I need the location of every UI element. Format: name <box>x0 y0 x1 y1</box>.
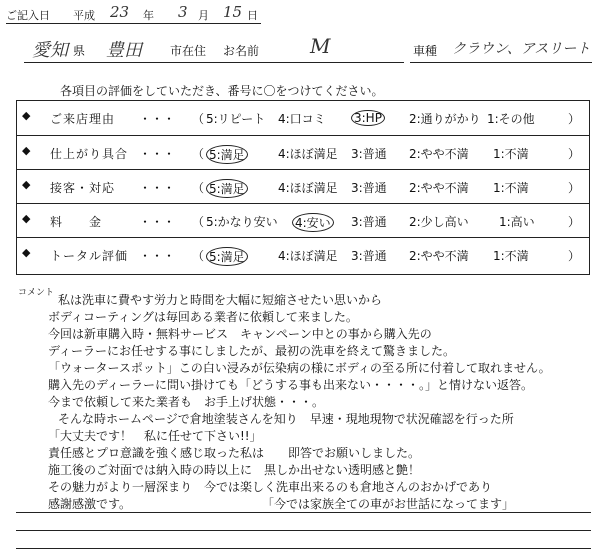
rating-option[interactable]: 4:ほぼ満足 <box>278 147 338 161</box>
rating-dots: ・・・ <box>139 147 176 161</box>
comment-line: 感謝感激です。 <box>48 497 132 511</box>
rating-table <box>16 100 590 275</box>
rating-option-selected[interactable]: 3:HP <box>351 110 385 126</box>
rating-option-selected[interactable]: 5:満足 <box>206 179 248 198</box>
month-value: 3 <box>178 3 188 21</box>
rating-option[interactable]: 4:ほぼ満足 <box>278 249 338 263</box>
rating-option[interactable]: 3:普通 <box>351 181 387 195</box>
rating-dots: ・・・ <box>139 249 176 263</box>
entry-date-label: ご記入日 <box>6 9 50 22</box>
rating-row <box>17 237 589 272</box>
comment-line: その魅力がより一層深まり 今では楽しく洗車出来るのも倉地さんのおかげであり <box>48 480 493 494</box>
day-value: 15 <box>223 3 243 21</box>
comment-underline <box>16 548 591 549</box>
rating-row <box>17 101 589 135</box>
rating-category: トータル評価 <box>50 249 129 263</box>
rating-row <box>17 135 589 170</box>
rating-option[interactable]: 1:不満 <box>493 181 529 195</box>
diamond-icon: ◆ <box>22 178 31 191</box>
rating-dots: ・・・ <box>139 215 176 229</box>
comment-line: そんな時ホームページで倉地塗装さんを知り 早速・現地現物で状況確認を行った所 <box>58 412 514 426</box>
comment-line: 責任感とプロ意識を強く感じ取った私は 即答でお願いしました。 <box>48 446 421 460</box>
rating-option[interactable]: 5:リピート <box>206 112 266 126</box>
close-paren: ） <box>568 147 581 161</box>
diamond-icon: ◆ <box>22 144 31 157</box>
year-value: 23 <box>110 3 130 21</box>
rating-category: 接客・対応 <box>50 181 116 195</box>
rating-option[interactable]: 2:少し高い <box>409 215 469 229</box>
comment-underline <box>16 530 591 531</box>
diamond-icon: ◆ <box>22 212 31 225</box>
prefecture-value: 愛知 <box>32 40 68 61</box>
rating-category: ご来店理由 <box>50 112 116 126</box>
rating-option[interactable]: 4:口コミ <box>278 112 326 126</box>
name-value: M <box>310 34 331 58</box>
rating-dots: ・・・ <box>139 181 176 195</box>
close-paren: ） <box>568 249 581 263</box>
open-paren: （ <box>192 249 205 263</box>
closing-quote: 「今では家族全ての車がお世話になってます」 <box>262 497 515 511</box>
city-label: 市在住 <box>170 44 207 58</box>
rating-category: 仕上がり具合 <box>50 147 129 161</box>
rating-row <box>17 203 589 238</box>
close-paren: ） <box>568 112 581 126</box>
prefecture-label: 県 <box>73 44 86 58</box>
comment-line: 施工後のご対面では納入時の時以上に 黒しか出せない透明感と艶！ <box>48 463 421 477</box>
comment-line: 「大丈夫です！ 私に任せて下さい!!」 <box>48 429 262 443</box>
rating-option[interactable]: 5:かなり安い <box>206 215 278 229</box>
rating-option-selected[interactable]: 4:安い <box>292 213 334 232</box>
year-label: 年 <box>143 9 154 22</box>
comment-line: ディーラーにお任せする事にしましたが、最初の洗車を終えて驚きました。 <box>48 344 456 358</box>
rating-option[interactable]: 3:普通 <box>351 215 387 229</box>
city-value: 豊田 <box>106 40 142 61</box>
open-paren: （ <box>192 112 205 126</box>
era-label: 平成 <box>73 9 95 22</box>
rating-option[interactable]: 1:不満 <box>493 147 529 161</box>
rating-option-selected[interactable]: 5:満足 <box>206 247 248 266</box>
rating-option[interactable]: 3:普通 <box>351 249 387 263</box>
rating-option-selected[interactable]: 5:満足 <box>206 145 248 164</box>
comment-line: ボディコーティングは毎回ある業者に依頼して来ました。 <box>48 310 358 324</box>
rating-option[interactable]: 1:高い <box>499 215 535 229</box>
open-paren: （ <box>192 215 205 229</box>
diamond-icon: ◆ <box>22 246 31 259</box>
rating-option[interactable]: 2:やや不満 <box>409 181 469 195</box>
open-paren: （ <box>192 181 205 195</box>
comment-line: 今まで依頼して来た業者も お手上げ状態・・・。 <box>48 395 325 409</box>
comment-line: 購入先のディーラーに問い掛けても「どうする事も出来ない・・・・。」と情けない返答。 <box>48 378 534 392</box>
rating-category: 料 金 <box>50 215 103 229</box>
car-value: クラウン、アスリート <box>452 41 591 57</box>
rating-option[interactable]: 4:ほぼ満足 <box>278 181 338 195</box>
car-underline <box>410 62 592 63</box>
rating-option[interactable]: 1:不満 <box>493 249 529 263</box>
rating-option[interactable]: 3:普通 <box>351 147 387 161</box>
close-paren: ） <box>568 215 581 229</box>
rating-dots: ・・・ <box>139 112 176 126</box>
diamond-icon: ◆ <box>22 109 31 122</box>
open-paren: （ <box>192 147 205 161</box>
rating-option[interactable]: 2:やや不満 <box>409 147 469 161</box>
comment-label: コメント <box>18 288 55 298</box>
rating-row <box>17 169 589 204</box>
name-label: お名前 <box>223 44 260 58</box>
rating-option[interactable]: 2:通りがかり <box>409 112 481 126</box>
comment-line: 私は洗車に費やす労力と時間を大幅に短縮させたい思いから <box>58 293 383 307</box>
car-label: 車種 <box>413 44 438 58</box>
comment-line: 今回は新車購入時・無料サービス キャンペーン中との事から購入先の <box>48 327 432 341</box>
rating-option[interactable]: 1:その他 <box>487 112 535 126</box>
name-underline <box>24 62 404 63</box>
comment-line: 「ウォータースポット」この白い浸みが伝染病の様にボディの至る所に付着して取れません。 <box>48 361 551 375</box>
day-label: 日 <box>247 9 258 22</box>
rating-option[interactable]: 2:やや不満 <box>409 249 469 263</box>
month-label: 月 <box>198 9 209 22</box>
close-paren: ） <box>568 181 581 195</box>
comment-underline <box>16 512 591 513</box>
instruction-text: 各項目の評価をしていただき、番号に〇をつけてください。 <box>60 84 384 98</box>
date-underline <box>6 23 261 24</box>
